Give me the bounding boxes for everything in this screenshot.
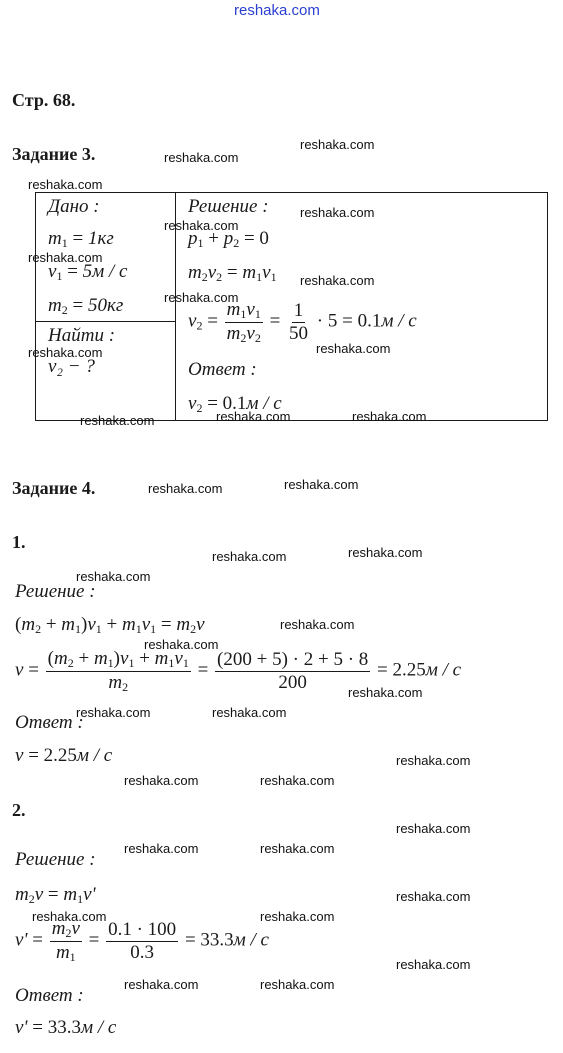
given-m1: $m_1 = 1кг$ <box>48 228 114 250</box>
task3-title: Задание 3. <box>12 144 96 164</box>
t4p2-eq1: $m_2v = m_1v'$ <box>15 884 96 906</box>
watermark[interactable]: reshaka.com <box>280 617 355 632</box>
watermark[interactable]: reshaka.com <box>300 205 375 220</box>
watermark[interactable]: reshaka.com <box>124 841 199 856</box>
watermark[interactable]: reshaka.com <box>260 977 335 992</box>
watermark[interactable]: reshaka.com <box>260 773 335 788</box>
task4-part1-number: 1. <box>12 532 26 552</box>
t3-answer: $v_2 = 0.1м / с$ <box>188 393 282 415</box>
t4p2-answer: v' = 33.3м / с <box>15 1017 117 1038</box>
t4p2-eq2: v' = $\frac{m_2v}{m_1}$ = $\frac{0.1 \cdot 100}{0.3}$ = 33.3м / с <box>15 918 269 964</box>
watermark[interactable]: reshaka.com <box>164 218 239 233</box>
watermark[interactable]: reshaka.com <box>212 549 287 564</box>
t4p1-eq2: v = $\frac{(m_2 + m_1)v_1 + m_1v_1}{m_2}$ = $\frac{(200 + 5) \cdot 2 + 5 \cdot 8}{200}$ = 2.25м / с <box>15 648 462 694</box>
t4p1-answer: v = 2.25м / с <box>15 745 113 766</box>
top-watermark[interactable]: reshaka.com <box>234 2 320 19</box>
find-label: Найти : <box>48 325 116 346</box>
t4p2-solution-label: Решение : <box>15 849 96 870</box>
watermark[interactable]: reshaka.com <box>164 290 239 305</box>
watermark[interactable]: reshaka.com <box>148 481 223 496</box>
watermark[interactable]: reshaka.com <box>144 637 219 652</box>
t3-eq2: $m_2v_2 = m_1v_1$ <box>188 262 277 284</box>
page-label: Стр. 68. <box>12 90 76 110</box>
watermark[interactable]: reshaka.com <box>164 150 239 165</box>
watermark[interactable]: reshaka.com <box>212 705 287 720</box>
watermark[interactable]: reshaka.com <box>396 821 471 836</box>
watermark[interactable]: reshaka.com <box>300 273 375 288</box>
watermark[interactable]: reshaka.com <box>28 177 103 192</box>
watermark[interactable]: reshaka.com <box>396 753 471 768</box>
watermark[interactable]: reshaka.com <box>28 250 103 265</box>
watermark[interactable]: reshaka.com <box>284 477 359 492</box>
given-label: Дано : <box>48 196 100 217</box>
watermark[interactable]: reshaka.com <box>300 137 375 152</box>
watermark[interactable]: reshaka.com <box>316 341 391 356</box>
task4-title: Задание 4. <box>12 478 96 498</box>
watermark[interactable]: reshaka.com <box>28 345 103 360</box>
watermark[interactable]: reshaka.com <box>216 409 291 424</box>
t4p1-answer-label: Ответ : <box>15 712 84 733</box>
t4p1-solution-label: Решение : <box>15 581 96 602</box>
watermark[interactable]: reshaka.com <box>348 685 423 700</box>
table-divider-h <box>35 321 175 322</box>
watermark[interactable]: reshaka.com <box>260 909 335 924</box>
t3-solution-label: Решение : <box>188 196 269 217</box>
watermark[interactable]: reshaka.com <box>76 569 151 584</box>
given-v1: $v_1 = 5м / с$ <box>48 261 128 283</box>
t3-answer-label: Ответ : <box>188 359 257 380</box>
watermark[interactable]: reshaka.com <box>352 409 427 424</box>
watermark[interactable]: reshaka.com <box>80 413 155 428</box>
watermark[interactable]: reshaka.com <box>32 909 107 924</box>
t4p2-answer-label: Ответ : <box>15 985 84 1006</box>
task4-part2-number: 2. <box>12 800 26 820</box>
given-m2: $m_2 = 50кг$ <box>48 295 124 317</box>
watermark[interactable]: reshaka.com <box>348 545 423 560</box>
watermark[interactable]: reshaka.com <box>396 889 471 904</box>
watermark[interactable]: reshaka.com <box>124 773 199 788</box>
watermark[interactable]: reshaka.com <box>260 841 335 856</box>
find-value: v₂ − ? <box>48 356 95 377</box>
watermark[interactable]: reshaka.com <box>396 957 471 972</box>
t4p1-eq1: $(m_2 + m_1)v_1 + m_1v_1 = m_2v$ <box>15 614 205 636</box>
watermark[interactable]: reshaka.com <box>124 977 199 992</box>
watermark[interactable]: reshaka.com <box>76 705 151 720</box>
t3-eq1: $p_1 + p_2 = 0$ <box>188 228 269 250</box>
t3-eq3: $v_2$ = $\frac{m_1v_1}{m_2v_2}$ = $\frac{1}{50}$ · 5 = 0.1м / с <box>188 299 417 345</box>
